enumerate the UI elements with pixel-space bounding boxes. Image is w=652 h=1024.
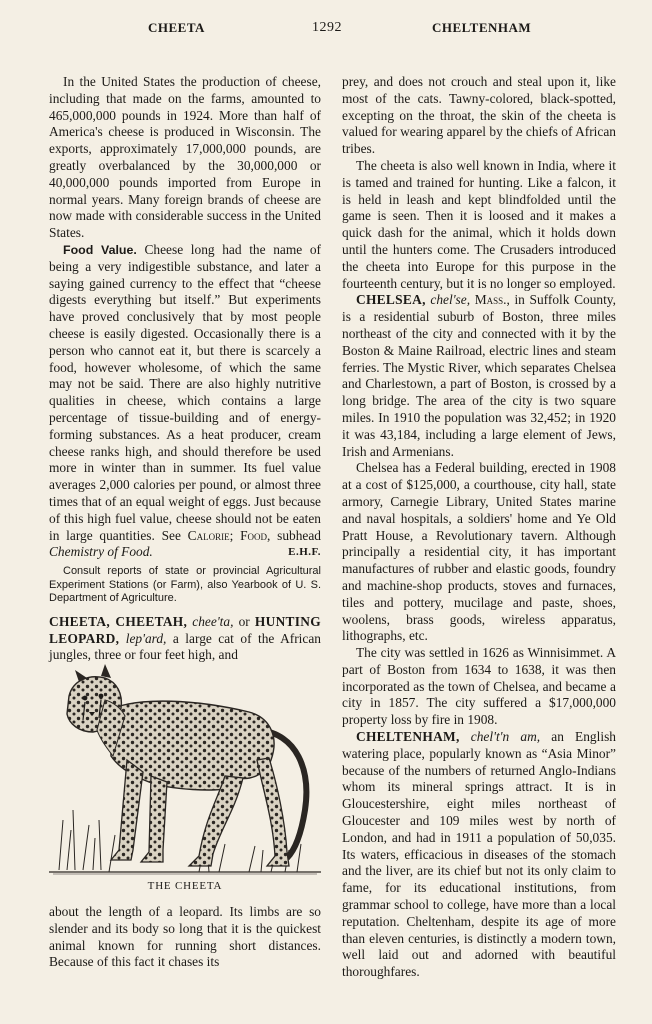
- cheeta-or: or: [238, 613, 250, 629]
- food-value-text: Cheese long had the name of being a very indigestible substance, and later a saying gained currency to the effect that “cheese digests everything but itself.” But experiments have proved conclusively that by most people cheese is easily digested. Occasionally there is a person who cannot eat it, but there is scarcely a food, however wholesome, of which the same may not be said. There are also highly nutritive qualities in cheese, which contains a large percentage of tissue-building and of energy-forming substances. As a heat producer, cream cheese ranks high, and should therefore be used more in winter than in summer. Its fuel value averages 2,000 calories per pound, or almost three times that of an equal weight of eggs. Just because of this high fuel value, cheese should not be eaten in large quantities. See: [49, 241, 321, 543]
- cheeta-india-paragraph: The cheeta is also well known in India, where it is tamed and trained for hunting. Like a falcon, it is held in leash and kept blindfolded until the game is seen. Then it is loosed and it makes a quick dash for the animal, which it holds down until the hunters come. The Crusaders introduced the cheeta into Europe for this purpose in the fourteenth century, but it is no longer so employed.: [342, 157, 616, 291]
- cheeta-entry-text: a large cat of the African jungles, three or four feet high, and: [49, 630, 321, 663]
- header-left-guideword: CHEETA: [148, 20, 205, 35]
- hunting-leopard-headword: HUNTING LEOPARD,: [49, 613, 321, 646]
- cheeta-headword: CHEETA, CHEETAH,: [49, 613, 188, 629]
- left-column: [49, 74, 321, 664]
- reference-note: Consult reports of state or provincial Agricultural Experiment Stations (or Farm), also Yearbook of U. S. Department of Agriculture.: [49, 565, 321, 605]
- figure-caption: THE CHEETA: [147, 880, 223, 892]
- chelsea-headword: CHELSEA,: [356, 292, 426, 308]
- see-food-link[interactable]: Food: [240, 527, 268, 543]
- food-value-paragraph: Food Value. Cheese long had the name of being a very indigestible substance, and later a saying gained currency to the effect that “cheese digests everything but itself.” But experiments have proved conclusively that by most people cheese is easily digested. Occasionally there is a person who cannot eat it, but there is scarcely a food, however wholesome, of which the same may not be said. There are also highly nutritive qualities in cheese, which contains a large percentage of tissue-building and of energy-forming substances. As a heat producer, cream cheese ranks high, and should therefore be used more in winter than in summer. Its fuel value averages 2,000 calories per pound, or almost three times that of an equal weight of eggs. Just because of this high fuel value, cheese should not be eaten in large quantities. See Calorie; Food, subhead Chemistry of Food. E.H.F.: [49, 241, 321, 560]
- see-chemistry-link[interactable]: Chemistry of Food.: [49, 544, 153, 560]
- cheeta-pronunciation: chee'ta,: [192, 613, 234, 629]
- see-subhead-text: , subhead: [267, 527, 321, 543]
- chelsea-state: Mass.: [474, 292, 507, 308]
- chelsea-buildings-paragraph: Chelsea has a Federal building, erected in 1908 at a cost of $125,000, a courthouse, city hall, state armory, Carnegie Library, United States marine and naval hospitals, a soldiers' home and Ye Old Pratt House, a Revolutionary tavern. Although principally a residential city, it has important manufactures of rubber and elastic goods, foundry and machine-shop products, stoves and furnaces, tiles and pottery, mucilage and paste, shoes, woolens, brass goods, wireless apparatus, lithographs, etc.: [342, 460, 616, 644]
- cheeta-prey-paragraph: prey, and does not crouch and steal upon it, like most of the cats. Tawny-colored, black-spotted, excepting on the throat, the skin of the cheeta is valued for wearing apparel by the chiefs of African tribes.: [342, 74, 616, 157]
- cheese-production-paragraph: In the United States the production of cheese, including that made on the farms, amounted to 465,000,000 pounds in 1924. More than half of America's cheese is produced in Wisconsin. The exports, approximately 17,000,000 pounds, are greatly overbalanced by the 30,000,000 or 40,000,000 pounds imported from Europe in normal years. Many foreign brands of cheese are now made with considerable success in the United States.: [49, 74, 321, 241]
- see-calorie-link[interactable]: Calorie: [187, 527, 230, 543]
- chelsea-entry: [342, 292, 616, 460]
- chelsea-pronunciation: chel'se,: [430, 292, 471, 308]
- cheltenham-pronunciation: chel't'n am,: [470, 729, 541, 745]
- cheltenham-entry: [342, 729, 616, 981]
- page-number: 1292: [312, 20, 342, 35]
- chelsea-history-paragraph: The city was settled in 1626 as Winnisimmet. A part of Boston from 1634 to 1638, it was then incorporated as the town of Chelsea, and became a city in 1857. The city suffered a $17,000,000 property loss by fire in 1908.: [342, 645, 616, 728]
- cheeta-entry: [49, 614, 321, 664]
- author-initials: E.H.F.: [288, 546, 321, 559]
- chelsea-entry-text: , in Suffolk County, is a residential suburb of Boston, three miles northeast of the city and connected with it by the Boston & Maine Railroad, electric lines and steam ferries. The Mystic River, which separates Chelsea and Charlestown, a part of Boston, is crossed by a long bridge. The area of the city is two square miles. In 1910 the population was 32,452; in 1920 it was 43,184, including a large element of Jews, Irish and Armenians.: [342, 292, 616, 459]
- running-header: [0, 20, 652, 44]
- cheltenham-headword: CHELTENHAM,: [356, 729, 460, 745]
- cheeta-illustration: [49, 660, 321, 896]
- leopard-pronunciation: lep'ard,: [125, 630, 167, 646]
- header-right-guideword: CHELTENHAM: [432, 20, 532, 35]
- cheltenham-entry-text: an English watering place, popularly known as “Asia Minor” because of the numbers of returned Anglo-Indians whom its mineral springs attract. It is in Gloucestershire, eight miles northeast of Gloucester and 109 miles west by north of London, and had in 1911 a population of 50,035. Its waters, efficacious in diseases of the stomach and the liver, are its chief but not its only claim to fame, for its educational institutions, from grammar school to college, have more than a local reputation. Cheltenham, despite its age of more than eleven centuries, is distinctly a modern town, well laid out and adorned with beautiful thoroughfares.: [342, 729, 616, 980]
- right-column: [342, 74, 616, 981]
- cheeta-drawing: [49, 660, 321, 878]
- food-value-lead: Food Value.: [63, 242, 137, 257]
- cheeta-continued-paragraph: about the length of a leopard. Its limbs are so slender and its body so long that it is the quickest animal known for running short distances. Because of this fact it chases its: [49, 904, 321, 970]
- left-column-continuation: [49, 904, 321, 971]
